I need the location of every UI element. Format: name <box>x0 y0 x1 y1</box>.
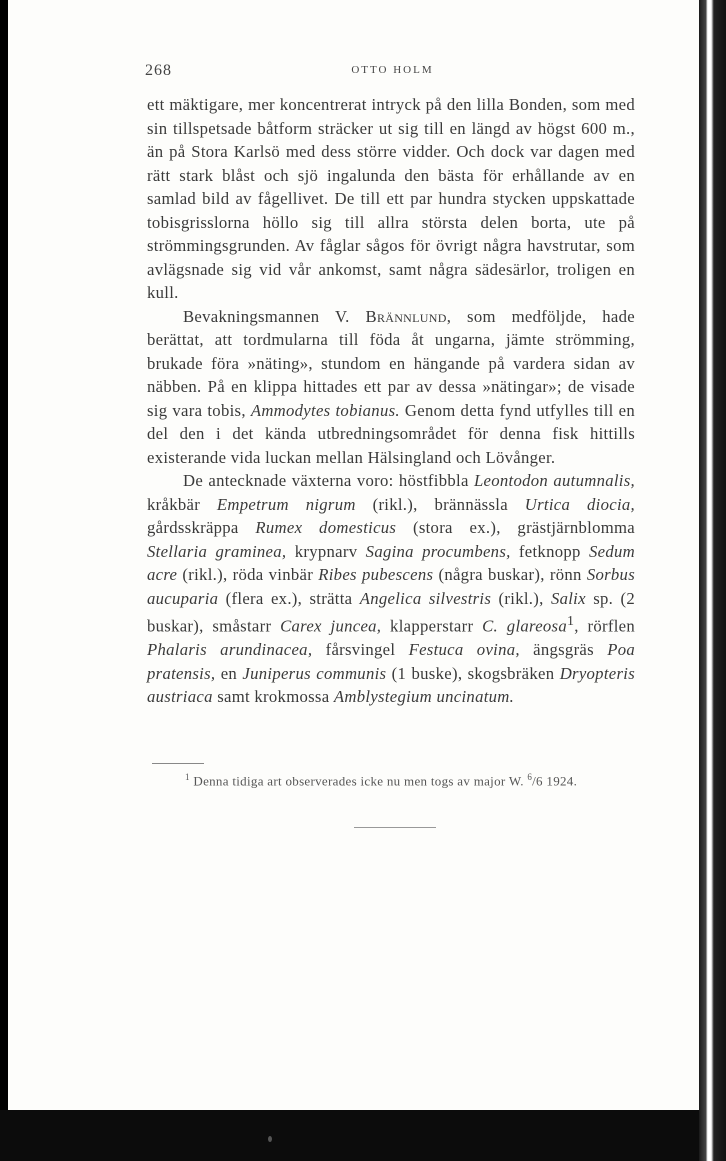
species-name: Amblystegium uncinatum. <box>333 687 515 707</box>
text-run: (stora ex.), grästjärnblomma <box>396 518 635 537</box>
running-head: OTTO HOLM <box>351 64 434 76</box>
text-run: kråkbär <box>147 494 217 514</box>
text-run: , rörflen <box>574 616 636 636</box>
text-run: krypnarv <box>286 541 366 561</box>
text-run: gårdsskräppa <box>147 518 256 537</box>
scan-edge-bottom <box>0 1110 699 1161</box>
text-run: sp. (2 buskar), småstarr <box>147 588 635 636</box>
species-name: Empetrum nigrum <box>216 494 356 514</box>
footnote <box>185 772 645 789</box>
paragraph-1 <box>147 93 635 305</box>
species-name: Salix <box>550 588 586 608</box>
page-number: 268 <box>145 62 172 79</box>
text-run: samt krokmossa <box>212 687 334 707</box>
text-run: (rikl.), röda vinbär <box>177 565 319 584</box>
text-run: (rikl.), <box>491 588 551 608</box>
species-name: Urtica diocia, <box>524 494 635 514</box>
text-run: (flera ex.), strätta <box>218 588 360 608</box>
footnote-rule <box>152 763 204 764</box>
text-run: , som medföljde, hade berättat, att tordmularna till föda åt ungarna, jämte strömming, brukade föra »näting», stundom en hängande på vardera sidan av näbben. På en klippa hittades ett par av dessa »nätingar»; de visade sig vara tobis, <box>147 306 635 420</box>
text-run: klapperstarr <box>381 616 483 636</box>
text-run: Genom detta fynd utfylles till en del den i det kända utbredningsområdet för denna fisk hittills existerande vida luckan mellan Hälsingland och Lövånger. <box>147 400 635 467</box>
species-name: Ammodytes tobianus. <box>250 400 400 420</box>
text-run: (rikl.), brännässla <box>355 494 525 514</box>
species-name: Ribes pubescens <box>318 565 434 584</box>
person-name: Brännlund <box>365 306 447 326</box>
paragraph-3 <box>147 469 635 709</box>
footnote-marker: 1 <box>185 772 190 782</box>
footnote-date: /6 1924. <box>532 773 578 789</box>
text-run: (1 buske), skogsbräken <box>386 663 560 683</box>
text-run: en <box>215 663 243 683</box>
species-name: Festuca ovina, <box>408 640 520 660</box>
species-name: Sagina procumbens, <box>365 541 511 561</box>
page-header <box>145 58 640 84</box>
species-name: Angelica silvestris <box>359 588 492 608</box>
text-run: fårsvingel <box>312 640 409 660</box>
species-name: C. glareosa <box>482 616 567 636</box>
text-run: Bevakningsmannen V. <box>183 306 366 326</box>
species-name: Juniperus communis <box>242 663 387 683</box>
species-name: Leontodon autumnalis, <box>473 471 635 490</box>
species-name: Poa pratensis, <box>147 640 635 683</box>
text-run: ängsgräs <box>519 640 608 660</box>
text-run: fetknopp <box>510 541 589 561</box>
footnote-date-sup: 6 <box>527 772 533 782</box>
species-name: Rumex domesticus <box>255 518 397 537</box>
species-name: Phalaris arundinacea, <box>147 640 313 660</box>
scan-edge-right <box>699 0 726 1161</box>
scan-speck <box>268 1136 272 1142</box>
paragraph-2 <box>147 305 635 470</box>
species-name: Stellaria graminea, <box>147 541 287 561</box>
species-name: Carex juncea, <box>280 616 382 636</box>
text-run: (några buskar), rönn <box>433 565 587 584</box>
footnote-ref: 1 <box>567 614 575 629</box>
body-text <box>147 93 635 709</box>
end-rule <box>354 827 436 828</box>
species-name: Sedum acre <box>147 541 635 584</box>
species-name: Dryopteris austriaca <box>147 663 635 707</box>
species-name: Sorbus aucuparia <box>147 565 635 608</box>
text-run: ett mäktigare, mer koncentrerat intryck på den lilla Bonden, som med sin tillspetsade båtform sträcker ut sig till en längd av högst 600 m., än på Stora Karlsö med dess större vidder. Och dock var dagen med rätt stark blåst och sjö ingalunda den bästa för erhållande av en samlad bild av fågellivet. De till ett par hundra stycken uppskattade tobisgrisslorna höllo sig till allra största delen borta, ute på strömmingsgrunden. Av fåglar sågos för övrigt några havstrutar, som avlägsnade sig vid vår ankomst, samt några sädesärlor, troligen en kull. <box>147 95 635 302</box>
footnote-text: Denna tidiga art observerades icke nu men togs av major W. <box>193 773 528 789</box>
text-run: De antecknade växterna voro: höstfibbla <box>183 471 474 490</box>
